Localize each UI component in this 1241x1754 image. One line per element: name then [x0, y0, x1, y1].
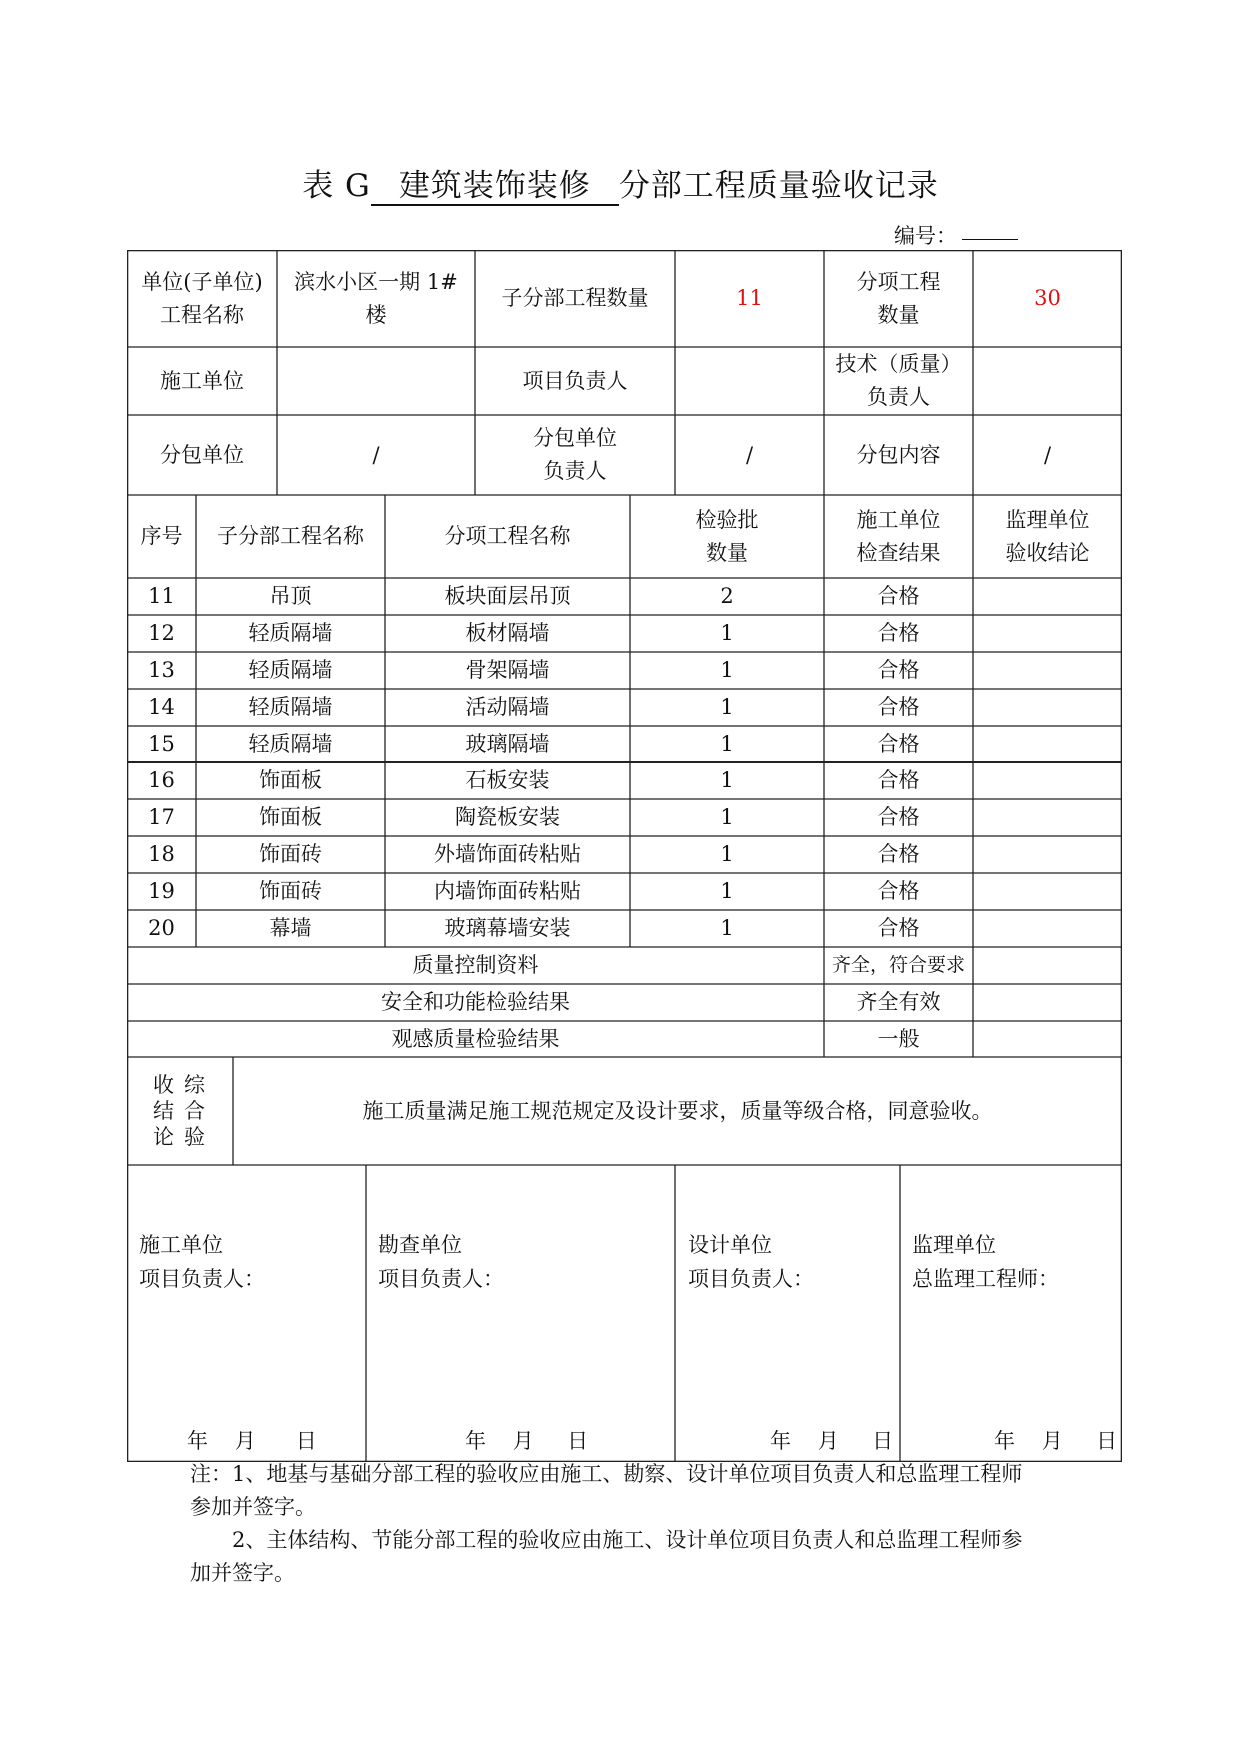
summary-label-safety: 安全和功能检验结果	[381, 990, 570, 1014]
cell-sub-name: 饰面砖	[259, 842, 322, 866]
summary-value-appearance: 一般	[877, 1026, 920, 1051]
cell-check-result: 合格	[877, 916, 920, 940]
cell-batch-qty: 1	[720, 842, 734, 866]
acceptance-table	[127, 250, 1122, 1462]
cell-supervisor-conclusion	[973, 726, 1122, 762]
cell-seq: 12	[148, 621, 175, 645]
cell-item-name: 玻璃幕墙安装	[444, 916, 571, 940]
pm-value	[675, 347, 824, 415]
cell-check-result: 合格	[877, 584, 920, 608]
cell-item-name: 骨架隔墙	[465, 658, 550, 682]
tech-lead-label: 技术（质量） 负责人	[835, 352, 962, 409]
cell-seq: 17	[148, 805, 175, 829]
cell-seq: 19	[148, 879, 175, 903]
cell-supervisor-conclusion	[973, 873, 1122, 910]
cell-seq: 11	[148, 584, 175, 608]
contractor-value	[277, 347, 475, 415]
header-check-result: 施工单位 检查结果	[856, 507, 941, 565]
sub-count-value: 11	[736, 286, 763, 310]
cell-sub-name: 轻质隔墙	[248, 621, 333, 645]
summary-label-quality-docs: 质量控制资料	[412, 953, 539, 977]
cell-seq: 20	[148, 916, 175, 940]
cell-item-name: 外墙饰面砖粘贴	[434, 842, 581, 866]
number-label: 编号：	[894, 224, 957, 248]
subcontractor-label: 分包单位	[160, 442, 244, 467]
cell-seq: 18	[148, 842, 175, 866]
cell-check-result: 合格	[877, 879, 920, 903]
cell-sub-name: 轻质隔墙	[248, 731, 333, 756]
note-1: 注：1、地基与基础分部工程的验收应由施工、勘察、设计单位项目负责人和总监理工程师 参加并签字。	[190, 1462, 1023, 1519]
cell-batch-qty: 1	[720, 916, 734, 940]
contractor-label: 施工单位	[160, 368, 244, 393]
cell-sub-name: 吊顶	[269, 584, 312, 608]
cell-supervisor-conclusion	[973, 689, 1122, 726]
cell-sub-name: 饰面砖	[259, 879, 322, 903]
sub-pm-label: 分包单位 负责人	[533, 426, 617, 483]
cell-item-name: 板块面层吊顶	[444, 584, 571, 608]
cell-item-name: 内墙饰面砖粘贴	[434, 879, 581, 903]
cell-check-result: 合格	[877, 731, 920, 756]
cell-item-name: 活动隔墙	[465, 695, 550, 719]
signature-contractor: 施工单位 项目负责人：	[139, 1233, 265, 1291]
cell-batch-qty: 2	[720, 584, 734, 608]
sub-count-label: 子分部工程数量	[501, 286, 649, 310]
cell-seq: 13	[148, 658, 175, 682]
sub-content-label: 分包内容	[856, 442, 941, 467]
unit-name-label: 单位(子单位) 工程名称	[141, 269, 263, 327]
cell-batch-qty: 1	[720, 695, 734, 719]
pm-label: 项目负责人	[522, 368, 628, 393]
cell-seq: 14	[148, 695, 175, 719]
cell-seq: 15	[148, 731, 175, 756]
cell-check-result: 合格	[877, 621, 920, 645]
summary-value-safety: 齐全有效	[856, 990, 941, 1014]
cell-item-name: 玻璃隔墙	[465, 731, 550, 756]
form-title	[0, 160, 1241, 206]
cell-check-result: 合格	[877, 768, 920, 792]
cell-batch-qty: 1	[720, 879, 734, 903]
date-supervisor: 年 月 日	[994, 1429, 1118, 1453]
date-design: 年 月 日	[770, 1429, 894, 1453]
number-field	[962, 239, 1018, 240]
title-suffix: 分部工程质量验收记录	[618, 168, 939, 204]
unit-name-value: 滨水小区一期 1# 楼	[294, 269, 458, 327]
header-item-name: 分项工程名称	[444, 524, 571, 548]
cell-sub-name: 幕墙	[269, 916, 312, 940]
cell-check-result: 合格	[877, 842, 920, 866]
conclusion-text: 施工质量满足施工规范规定及设计要求，质量等级合格，同意验收。	[362, 1098, 993, 1123]
title-subject: 建筑装饰装修	[371, 168, 619, 206]
signature-survey: 勘查单位 项目负责人：	[378, 1233, 504, 1291]
item-count-label: 分项工程 数量	[856, 269, 941, 327]
cell-check-result: 合格	[877, 695, 920, 719]
signature-supervisor: 监理单位 总监理工程师：	[912, 1233, 1059, 1291]
summary-value-quality-docs: 齐全，符合要求	[831, 954, 965, 976]
sub-pm-value: /	[745, 442, 754, 467]
conclusion-label-col1: 收 结 论	[153, 1073, 174, 1149]
cell-supervisor-conclusion	[973, 836, 1122, 873]
cell-supervisor-conclusion	[973, 615, 1122, 652]
cell-batch-qty: 1	[720, 768, 734, 792]
cell-sub-name: 轻质隔墙	[248, 695, 333, 719]
cell-item-name: 陶瓷板安装	[455, 805, 560, 829]
cell-sub-name: 轻质隔墙	[248, 658, 333, 682]
subcontractor-value: /	[372, 442, 380, 467]
signature-design: 设计单位 项目负责人：	[688, 1233, 814, 1291]
tech-lead-value	[973, 347, 1122, 415]
cell-check-result: 合格	[877, 805, 920, 829]
header-supervisor-conclusion: 监理单位 验收结论	[1005, 507, 1090, 565]
cell-supervisor-conclusion	[973, 910, 1122, 947]
date-survey: 年 月 日	[465, 1429, 589, 1453]
cell-supervisor-conclusion	[973, 652, 1122, 689]
sub-content-value: /	[1043, 442, 1052, 467]
cell-item-name: 板材隔墙	[465, 621, 550, 645]
cell-item-name: 石板安装	[465, 768, 550, 792]
cell-check-result: 合格	[877, 658, 920, 682]
summary-label-appearance: 观感质量检验结果	[391, 1026, 560, 1051]
item-count-value: 30	[1034, 286, 1061, 310]
cell-batch-qty: 1	[720, 658, 734, 682]
title-prefix: 表 G	[302, 168, 371, 204]
header-sub-name: 子分部工程名称	[217, 524, 364, 548]
header-seq: 序号	[140, 524, 183, 548]
cell-batch-qty: 1	[720, 621, 734, 645]
note-2: 2、主体结构、节能分部工程的验收应由施工、设计单位项目负责人和总监理工程师参 加并签字。	[190, 1528, 1023, 1585]
date-contractor: 年 月 日	[187, 1429, 317, 1453]
cell-batch-qty: 1	[720, 731, 734, 756]
cell-sub-name: 饰面板	[259, 805, 322, 829]
conclusion-label-col2: 综 合 验	[184, 1073, 205, 1149]
cell-supervisor-conclusion	[973, 578, 1122, 615]
header-batch-qty: 检验批 数量	[695, 507, 759, 565]
cell-seq: 16	[148, 768, 175, 792]
cell-sub-name: 饰面板	[259, 768, 322, 792]
cell-supervisor-conclusion	[973, 799, 1122, 836]
cell-supervisor-conclusion	[973, 762, 1122, 799]
cell-batch-qty: 1	[720, 805, 734, 829]
